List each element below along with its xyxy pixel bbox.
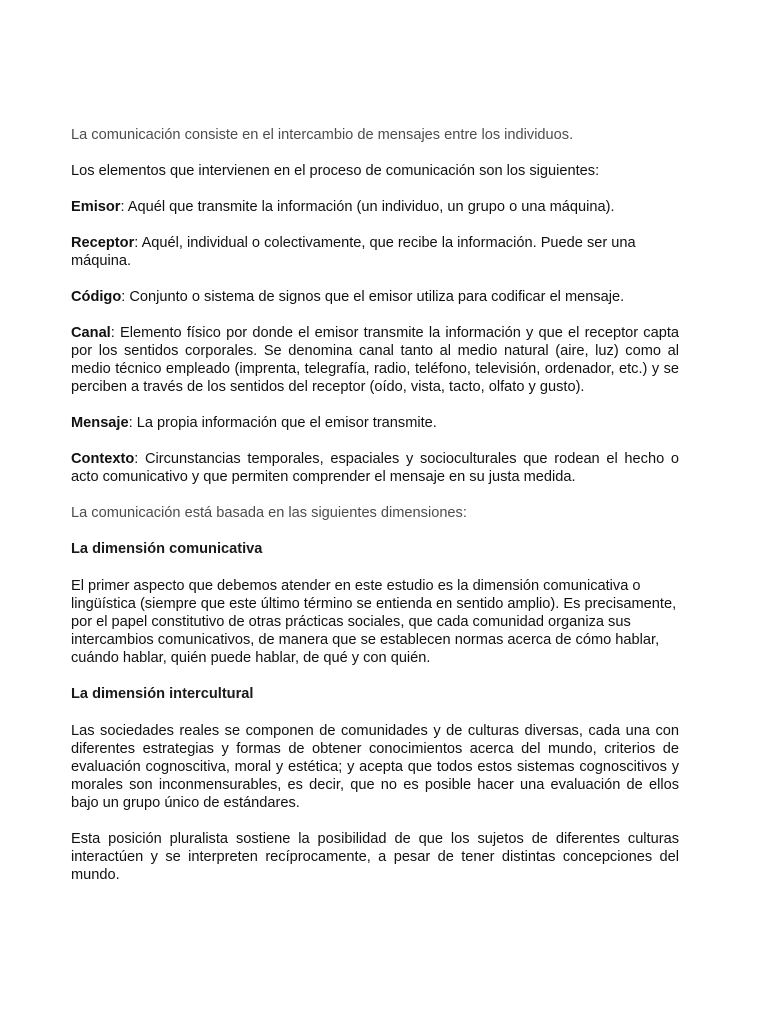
- dimension-comunicativa-paragraph: [71, 577, 679, 667]
- codigo-definition: : Conjunto o sistema de signos que el emisor utiliza para codificar el mensaje.: [121, 289, 625, 305]
- dimension-comunicativa-text: El primer aspecto que debemos atender en este estudio es la dimensión comunicativa o lingüística (siempre que este último término se entienda en sentido amplio). Es precisamente, por el papel constitutivo de otras prácticas sociales, que cada comunidad organiza sus intercambios comunicativos, de manera que se establecen normas acerca de cómo hablar, cuándo hablar, quién puede hablar, de qué y con quién.: [71, 578, 677, 666]
- canal-paragraph: [71, 324, 679, 396]
- receptor-term: Receptor: [71, 235, 135, 251]
- dimensions-intro-text: La comunicación está basada en las siguientes dimensiones:: [71, 505, 467, 521]
- codigo-term: Código: [71, 289, 122, 305]
- document-page: [71, 126, 679, 884]
- codigo-paragraph: [71, 288, 679, 306]
- dimension-intercultural-text: Las sociedades reales se componen de comunidades y de culturas diversas, cada una con diferentes estrategias y formas de obtener conocimientos acerca del mundo, criterios de evaluación cognoscitiva, moral y estética; y acepta que todos estos sistemas cognoscitivos y morales son inconmensurables, es decir, que no es posible hacer una evaluación de ellos bajo un grupo único de estándares.: [71, 723, 679, 811]
- elements-intro-text: Los elementos que intervienen en el proceso de comunicación son los siguientes:: [71, 163, 600, 179]
- final-paragraph: [71, 830, 679, 884]
- elements-intro-paragraph: [71, 162, 679, 180]
- receptor-definition: : Aquél, individual o colectivamente, que recibe la información. Puede ser una máquina.: [71, 235, 636, 269]
- contexto-definition: : Circunstancias temporales, espaciales y socioculturales que rodean el hecho o acto comunicativo y que permiten comprender el mensaje en su justa medida.: [71, 451, 679, 485]
- intro-paragraph: [71, 126, 679, 144]
- mensaje-paragraph: [71, 414, 679, 432]
- emisor-term: Emisor: [71, 199, 121, 215]
- contexto-term: Contexto: [71, 451, 135, 467]
- dimension-comunicativa-heading: La dimensión comunicativa: [71, 541, 263, 557]
- mensaje-term: Mensaje: [71, 415, 129, 431]
- intro-text: La comunicación consiste en el intercambio de mensajes entre los individuos.: [71, 127, 574, 143]
- final-text: Esta posición pluralista sostiene la posibilidad de que los sujetos de diferentes culturas interactúen y se interpreten recíprocamente, a pesar de tener distintas concepciones del mundo.: [71, 831, 679, 883]
- emisor-paragraph: [71, 198, 679, 216]
- contexto-paragraph: [71, 450, 679, 486]
- receptor-paragraph: [71, 234, 679, 270]
- canal-term: Canal: [71, 325, 111, 341]
- mensaje-definition: : La propia información que el emisor transmite.: [128, 415, 437, 431]
- canal-definition: : Elemento físico por donde el emisor transmite la información y que el receptor capta por los sentidos corporales. Se denomina canal tanto al medio natural (aire, luz) como al medio técnico empleado (imprenta, telegrafía, radio, teléfono, televisión, ordenador, etc.) y se perciben a través de los sentidos del receptor (oído, vista, tacto, olfato y gusto).: [71, 325, 679, 395]
- emisor-definition: : Aquél que transmite la información (un individuo, un grupo o una máquina).: [120, 199, 615, 215]
- dimension-intercultural-paragraph: [71, 722, 679, 812]
- dimensions-intro-paragraph: [71, 504, 679, 522]
- dimension-intercultural-heading: La dimensión intercultural: [71, 686, 254, 702]
